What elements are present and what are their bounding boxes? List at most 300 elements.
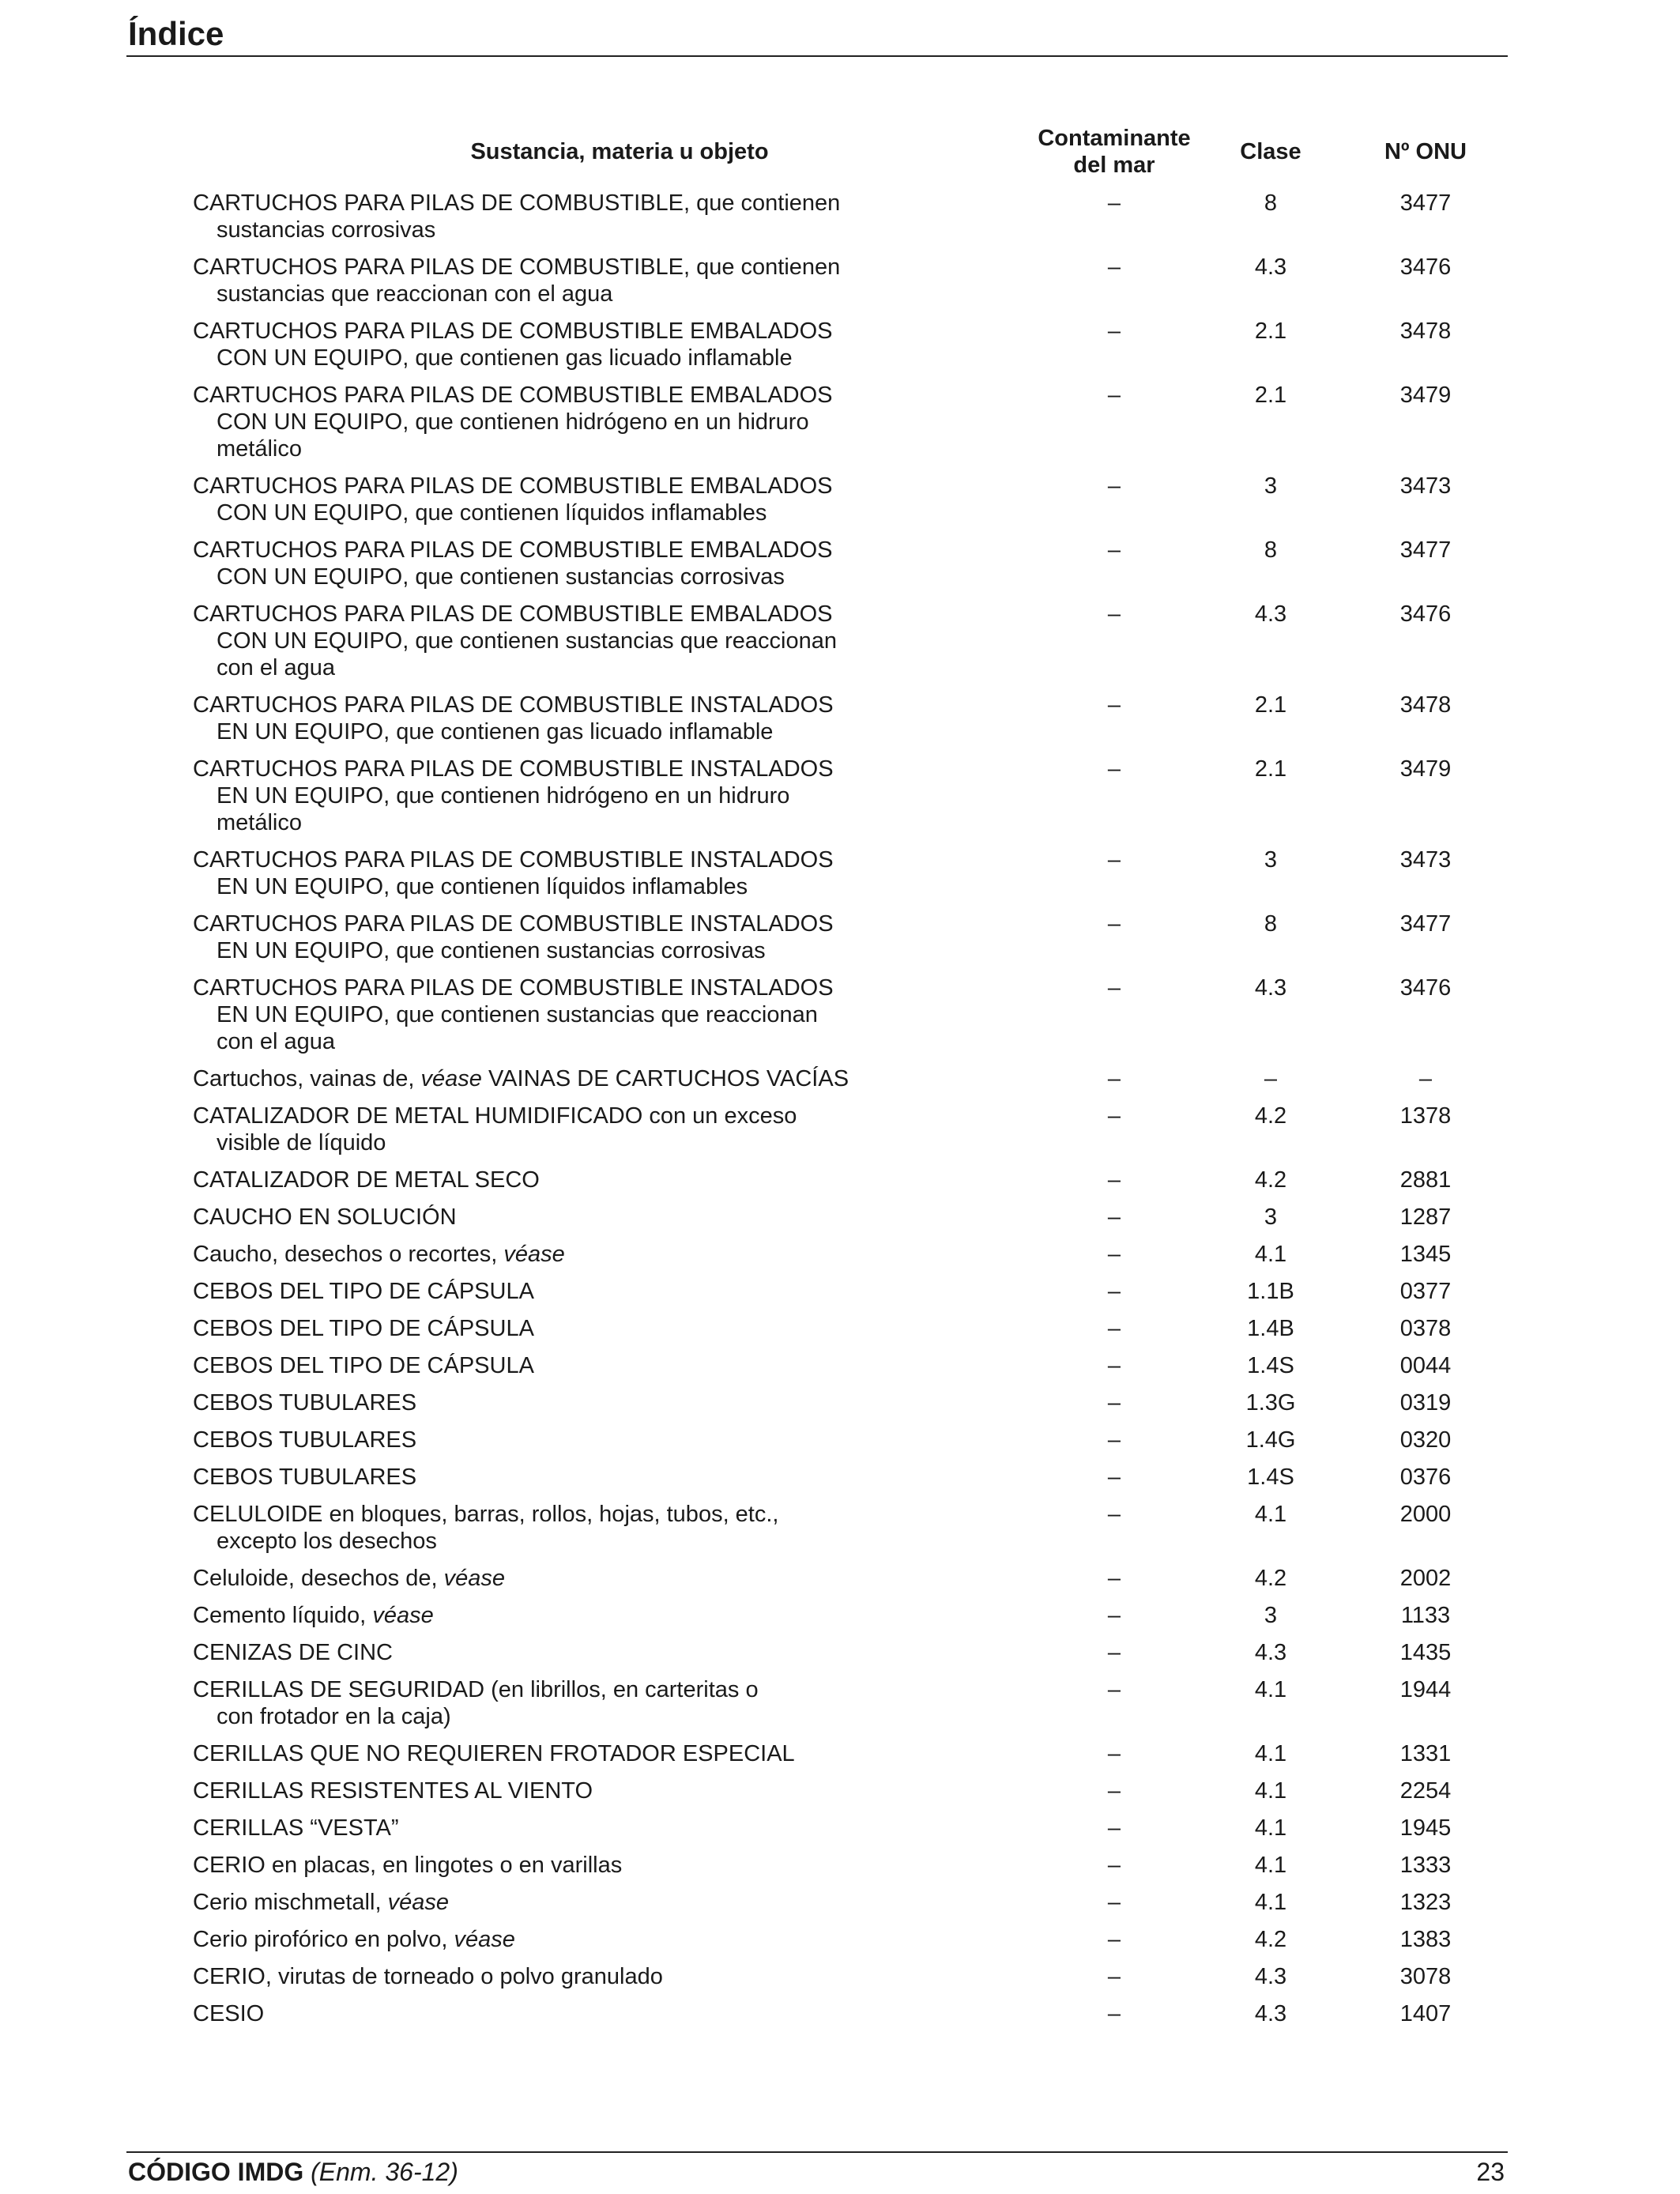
marine-pollutant-value: –	[1107, 1853, 1121, 1878]
un-number-value: 2254	[1399, 1778, 1452, 1804]
substance-line	[193, 1703, 888, 1730]
substance-text: CATALIZADOR DE METAL HUMIDIFICADO con un exceso	[193, 1103, 797, 1129]
class-value: 4.1	[1254, 1890, 1287, 1915]
substance-text: CERIO, virutas de torneado o polvo granulado	[193, 1964, 663, 1989]
table-row	[0, 1501, 1680, 1565]
substance-text: CON UN EQUIPO, que contienen sustancias corrosivas	[217, 564, 785, 590]
substance-line	[193, 1389, 888, 1416]
see-reference: véase	[420, 1066, 482, 1091]
marine-pollutant-value: –	[1107, 319, 1121, 344]
class-value: 4.2	[1254, 1167, 1287, 1193]
substance-name	[193, 318, 888, 371]
substance-text: EN UN EQUIPO, que contienen hidrógeno en un hidruro	[217, 783, 790, 809]
substance-name	[193, 692, 888, 745]
class-value: 4.2	[1254, 1927, 1287, 1952]
substance-name	[193, 254, 888, 307]
un-number-value: 0044	[1399, 1353, 1452, 1378]
substance-name	[193, 1777, 888, 1804]
substance-text: CARTUCHOS PARA PILAS DE COMBUSTIBLE EMBALADOS	[193, 319, 833, 344]
substance-text: CENIZAS DE CINC	[193, 1640, 393, 1665]
substance-line	[193, 654, 888, 681]
table-row	[0, 1565, 1680, 1602]
substance-name	[193, 1815, 888, 1842]
marine-pollutant-value: –	[1107, 601, 1121, 627]
substance-name	[193, 1926, 888, 1953]
substance-line	[193, 782, 888, 809]
substance-line	[193, 1427, 888, 1453]
column-header-class: Clase	[1240, 139, 1301, 164]
substance-text: EN UN EQUIPO, que contienen líquidos inflamables	[217, 874, 748, 899]
un-number-value: 1945	[1399, 1815, 1452, 1841]
substance-name	[193, 1889, 888, 1916]
substance-line	[193, 2000, 888, 2027]
table-row	[0, 1204, 1680, 1241]
substance-text: metálico	[217, 810, 302, 835]
table-row	[0, 1740, 1680, 1777]
see-reference: véase	[503, 1242, 565, 1267]
substance-text: CARTUCHOS PARA PILAS DE COMBUSTIBLE INSTALADOS	[193, 847, 834, 873]
table-row	[0, 974, 1680, 1065]
marine-pollutant-value: –	[1107, 1677, 1121, 1702]
table-row	[0, 2000, 1680, 2038]
un-number-value: 1133	[1400, 1603, 1451, 1628]
marine-pollutant-value: –	[1107, 1427, 1121, 1453]
table-row	[0, 1464, 1680, 1501]
substance-line	[193, 846, 888, 873]
substance-text: con frotador en la caja)	[217, 1704, 451, 1729]
substance-text: CARTUCHOS PARA PILAS DE COMBUSTIBLE EMBALADOS	[193, 383, 833, 408]
substance-text: excepto los desechos	[217, 1529, 437, 1554]
substance-text: CON UN EQUIPO, que contienen gas licuado inflamable	[217, 345, 793, 371]
substance-line	[193, 692, 888, 718]
substance-text: metálico	[217, 436, 302, 462]
column-header-un-number: Nº ONU	[1384, 139, 1467, 164]
marine-pollutant-value: –	[1107, 1242, 1121, 1267]
substance-text: CERILLAS RESISTENTES AL VIENTO	[193, 1778, 593, 1804]
marine-pollutant-value: –	[1107, 383, 1121, 408]
column-header-marine-line2: del mar	[1073, 153, 1155, 178]
substance-text: Cartuchos, vainas de,	[193, 1066, 421, 1091]
table-row	[0, 537, 1680, 601]
substance-text: CARTUCHOS PARA PILAS DE COMBUSTIBLE INSTALADOS	[193, 911, 834, 937]
substance-text: CEBOS TUBULARES	[193, 1390, 417, 1416]
marine-pollutant-value: –	[1107, 1465, 1121, 1490]
substance-text: Caucho, desechos o recortes,	[193, 1242, 504, 1267]
substance-line	[193, 1315, 888, 1342]
class-value: 1.4S	[1247, 1353, 1294, 1378]
substance-text: Cerio mischmetall,	[193, 1890, 388, 1915]
substance-line	[193, 1889, 888, 1916]
un-number-value: 3476	[1399, 254, 1452, 280]
class-value: 2.1	[1254, 756, 1287, 782]
substance-line	[193, 254, 888, 281]
substance-line	[193, 937, 888, 964]
class-value: –	[1264, 1066, 1278, 1091]
marine-pollutant-value: –	[1107, 911, 1121, 937]
marine-pollutant-value: –	[1107, 692, 1121, 718]
un-number-value: 0377	[1399, 1279, 1452, 1304]
substance-line	[193, 1103, 888, 1129]
class-value: 4.3	[1254, 2001, 1287, 2026]
substance-text: CERILLAS QUE NO REQUIEREN FROTADOR ESPECIAL	[193, 1741, 795, 1766]
marine-pollutant-value: –	[1107, 1566, 1121, 1591]
substance-text: visible de líquido	[217, 1130, 386, 1155]
substance-text: CESIO	[193, 2001, 265, 2026]
class-value: 3	[1264, 1204, 1278, 1230]
un-number-value: 3479	[1399, 756, 1452, 782]
substance-line	[193, 1740, 888, 1767]
un-number-value: 1378	[1399, 1103, 1452, 1129]
substance-line	[193, 1602, 888, 1629]
substance-line	[193, 1278, 888, 1305]
substance-text: CAUCHO EN SOLUCIÓN	[193, 1204, 457, 1230]
un-number-value: 1435	[1399, 1640, 1452, 1665]
substance-text: CEBOS DEL TIPO DE CÁPSULA	[193, 1279, 534, 1304]
un-number-value: 3477	[1399, 190, 1452, 216]
substance-line	[193, 217, 888, 243]
table-row	[0, 1241, 1680, 1278]
substance-text: con el agua	[217, 1029, 335, 1054]
substance-text: CERIO en placas, en lingotes o en varillas	[193, 1853, 623, 1878]
table-row	[0, 382, 1680, 473]
marine-pollutant-value: –	[1107, 1279, 1121, 1304]
class-value: 1.4G	[1245, 1427, 1296, 1453]
substance-name	[193, 601, 888, 681]
table-row	[0, 1427, 1680, 1464]
substance-line	[193, 873, 888, 900]
substance-name	[193, 1278, 888, 1305]
page-number: 23	[1476, 2158, 1505, 2186]
table-row	[0, 692, 1680, 756]
marine-pollutant-value: –	[1107, 847, 1121, 873]
un-number-value: 0320	[1399, 1427, 1452, 1453]
substance-line	[193, 601, 888, 628]
table-row	[0, 1963, 1680, 2000]
substance-line	[193, 1676, 888, 1703]
class-value: 2.1	[1254, 383, 1287, 408]
header-divider	[126, 55, 1508, 57]
substance-text: Cerio pirofórico en polvo,	[193, 1927, 454, 1952]
marine-pollutant-value: –	[1107, 190, 1121, 216]
substance-text: con el agua	[217, 655, 335, 680]
substance-name	[193, 1167, 888, 1193]
substance-text: EN UN EQUIPO, que contienen gas licuado inflamable	[217, 719, 774, 745]
class-value: 8	[1264, 190, 1278, 216]
substance-line	[193, 190, 888, 217]
marine-pollutant-value: –	[1107, 1603, 1121, 1628]
substance-line	[193, 1204, 888, 1231]
table-row	[0, 1889, 1680, 1926]
table-row	[0, 1167, 1680, 1204]
table-row	[0, 1315, 1680, 1352]
footer-code: CÓDIGO IMDG	[128, 2158, 304, 2186]
marine-pollutant-value: –	[1107, 1204, 1121, 1230]
substance-name	[193, 1852, 888, 1879]
see-reference: véase	[387, 1890, 449, 1915]
class-value: 1.4S	[1247, 1465, 1294, 1490]
see-reference: véase	[372, 1603, 434, 1628]
substance-name	[193, 1389, 888, 1416]
substance-name	[193, 1565, 888, 1592]
substance-line	[193, 1926, 888, 1953]
substance-name	[193, 1740, 888, 1767]
substance-name	[193, 1241, 888, 1268]
class-value: 4.1	[1254, 1741, 1287, 1766]
marine-pollutant-value: –	[1107, 1316, 1121, 1341]
class-value: 2.1	[1254, 319, 1287, 344]
substance-name	[193, 1676, 888, 1730]
marine-pollutant-value: –	[1107, 1741, 1121, 1766]
table-row	[0, 1676, 1680, 1740]
class-value: 4.3	[1254, 1964, 1287, 1989]
substance-text: CARTUCHOS PARA PILAS DE COMBUSTIBLE, que contienen	[193, 254, 841, 280]
class-value: 4.3	[1254, 254, 1287, 280]
table-row	[0, 1777, 1680, 1815]
substance-line	[193, 1639, 888, 1666]
substance-line	[193, 537, 888, 564]
class-value: 4.1	[1254, 1853, 1287, 1878]
table-row	[0, 910, 1680, 974]
substance-line	[193, 409, 888, 435]
table-row	[0, 1278, 1680, 1315]
substance-line	[193, 1129, 888, 1156]
substance-line	[193, 1065, 888, 1092]
un-number-value: 3478	[1399, 319, 1452, 344]
substance-name	[193, 1352, 888, 1379]
substance-text: CARTUCHOS PARA PILAS DE COMBUSTIBLE INSTALADOS	[193, 975, 834, 1001]
marine-pollutant-value: –	[1107, 1927, 1121, 1952]
marine-pollutant-value: –	[1107, 1103, 1121, 1129]
class-value: 1.4B	[1247, 1316, 1294, 1341]
class-value: 1.3G	[1245, 1390, 1296, 1416]
substance-text: sustancias que reaccionan con el agua	[217, 281, 613, 307]
un-number-value: 1323	[1399, 1890, 1452, 1915]
substance-line	[193, 809, 888, 836]
marine-pollutant-value: –	[1107, 1890, 1121, 1915]
table-row	[0, 1352, 1680, 1389]
page-title: Índice	[128, 15, 224, 52]
class-value: 4.1	[1254, 1502, 1287, 1527]
marine-pollutant-value: –	[1107, 975, 1121, 1001]
substance-text: CARTUCHOS PARA PILAS DE COMBUSTIBLE, que contienen	[193, 190, 841, 216]
class-value: 4.1	[1254, 1242, 1287, 1267]
un-number-value: 1383	[1399, 1927, 1452, 1952]
substance-name	[193, 1963, 888, 1990]
table-row	[0, 846, 1680, 910]
substance-name	[193, 1427, 888, 1453]
class-value: 4.2	[1254, 1103, 1287, 1129]
substance-name	[193, 846, 888, 900]
substance-line	[193, 1001, 888, 1028]
substance-line	[193, 756, 888, 782]
substance-name	[193, 1103, 888, 1156]
substance-text: CATALIZADOR DE METAL SECO	[193, 1167, 540, 1193]
marine-pollutant-value: –	[1107, 1353, 1121, 1378]
table-row	[0, 1639, 1680, 1676]
substance-line	[193, 382, 888, 409]
un-number-value: 3478	[1399, 692, 1452, 718]
substance-text: CEBOS DEL TIPO DE CÁPSULA	[193, 1353, 534, 1378]
marine-pollutant-value: –	[1107, 1640, 1121, 1665]
un-number-value: 3473	[1399, 473, 1452, 499]
class-value: 4.1	[1254, 1815, 1287, 1841]
substance-text: CARTUCHOS PARA PILAS DE COMBUSTIBLE EMBALADOS	[193, 537, 833, 563]
table-row	[0, 473, 1680, 537]
substance-line	[193, 318, 888, 345]
un-number-value: 3479	[1399, 383, 1452, 408]
table-row	[0, 1602, 1680, 1639]
footer-publication	[128, 2156, 458, 2188]
substance-text: CERILLAS DE SEGURIDAD (en librillos, en carteritas o	[193, 1677, 759, 1702]
substance-text: CON UN EQUIPO, que contienen hidrógeno en un hidruro	[217, 409, 809, 435]
substance-line	[193, 1241, 888, 1268]
substance-line	[193, 974, 888, 1001]
class-value: 3	[1264, 473, 1278, 499]
substance-name	[193, 473, 888, 526]
marine-pollutant-value: –	[1107, 756, 1121, 782]
marine-pollutant-value: –	[1107, 473, 1121, 499]
un-number-value: 2881	[1399, 1167, 1452, 1193]
column-header-substance: Sustancia, materia u objeto	[470, 139, 769, 164]
class-value: 4.1	[1254, 1677, 1287, 1702]
class-value: 3	[1264, 1603, 1278, 1628]
substance-line	[193, 1963, 888, 1990]
class-value: 2.1	[1254, 692, 1287, 718]
un-number-value: –	[1418, 1066, 1433, 1091]
substance-text: CARTUCHOS PARA PILAS DE COMBUSTIBLE INSTALADOS	[193, 756, 834, 782]
table-row	[0, 1389, 1680, 1427]
un-number-value: 2000	[1399, 1502, 1452, 1527]
substance-text: CEBOS TUBULARES	[193, 1465, 417, 1490]
substance-line	[193, 473, 888, 499]
substance-text: CERILLAS “VESTA”	[193, 1815, 399, 1841]
substance-line	[193, 435, 888, 462]
substance-text: sustancias corrosivas	[217, 217, 436, 243]
footer-divider	[126, 2151, 1508, 2153]
substance-text: CEBOS DEL TIPO DE CÁPSULA	[193, 1316, 534, 1341]
un-number-value: 0319	[1399, 1390, 1452, 1416]
class-value: 4.3	[1254, 601, 1287, 627]
substance-line	[193, 345, 888, 371]
substance-line	[193, 564, 888, 590]
table-row	[0, 1815, 1680, 1852]
substance-line	[193, 499, 888, 526]
class-value: 4.2	[1254, 1566, 1287, 1591]
substance-name	[193, 2000, 888, 2027]
table-row	[0, 601, 1680, 692]
substance-line	[193, 1167, 888, 1193]
marine-pollutant-value: –	[1107, 1167, 1121, 1193]
substance-line	[193, 1528, 888, 1555]
index-table-body	[0, 190, 1680, 2038]
substance-text: EN UN EQUIPO, que contienen sustancias corrosivas	[217, 938, 766, 963]
substance-line	[193, 1777, 888, 1804]
substance-text: Celuloide, desechos de,	[193, 1566, 444, 1591]
class-value: 4.3	[1254, 1640, 1287, 1665]
substance-name	[193, 756, 888, 836]
class-value: 1.1B	[1247, 1279, 1294, 1304]
see-target: VAINAS DE CARTUCHOS VACÍAS	[481, 1066, 849, 1091]
see-reference: véase	[454, 1927, 515, 1952]
un-number-value: 0376	[1399, 1465, 1452, 1490]
substance-text: CARTUCHOS PARA PILAS DE COMBUSTIBLE EMBALADOS	[193, 601, 833, 627]
substance-line	[193, 718, 888, 745]
class-value: 8	[1264, 911, 1278, 937]
class-value: 3	[1264, 847, 1278, 873]
substance-name	[193, 1315, 888, 1342]
un-number-value: 1287	[1399, 1204, 1452, 1230]
marine-pollutant-value: –	[1107, 1502, 1121, 1527]
substance-name	[193, 1639, 888, 1666]
substance-line	[193, 1464, 888, 1491]
substance-line	[193, 1352, 888, 1379]
substance-text: EN UN EQUIPO, que contienen sustancias que reaccionan	[217, 1002, 818, 1027]
substance-line	[193, 281, 888, 307]
substance-line	[193, 910, 888, 937]
footer-edition: (Enm. 36-12)	[311, 2158, 458, 2186]
substance-name	[193, 190, 888, 243]
un-number-value: 1944	[1399, 1677, 1452, 1702]
un-number-value: 2002	[1399, 1566, 1452, 1591]
marine-pollutant-value: –	[1107, 254, 1121, 280]
marine-pollutant-value: –	[1107, 1815, 1121, 1841]
class-value: 8	[1264, 537, 1278, 563]
marine-pollutant-value: –	[1107, 2001, 1121, 2026]
substance-text: CARTUCHOS PARA PILAS DE COMBUSTIBLE EMBALADOS	[193, 473, 833, 499]
marine-pollutant-value: –	[1107, 1778, 1121, 1804]
un-number-value: 1407	[1399, 2001, 1452, 2026]
substance-line	[193, 1565, 888, 1592]
table-row	[0, 190, 1680, 254]
substance-name	[193, 910, 888, 964]
un-number-value: 3473	[1399, 847, 1452, 873]
marine-pollutant-value: –	[1107, 537, 1121, 563]
substance-name	[193, 1501, 888, 1555]
marine-pollutant-value: –	[1107, 1964, 1121, 1989]
substance-line	[193, 1815, 888, 1842]
substance-text: CARTUCHOS PARA PILAS DE COMBUSTIBLE INSTALADOS	[193, 692, 834, 718]
table-row	[0, 318, 1680, 382]
un-number-value: 3477	[1399, 537, 1452, 563]
substance-text: Cemento líquido,	[193, 1603, 373, 1628]
substance-name	[193, 1204, 888, 1231]
column-header-marine-pollutant	[1035, 123, 1193, 180]
substance-text: CELULOIDE en bloques, barras, rollos, hojas, tubos, etc.,	[193, 1502, 779, 1527]
substance-name	[193, 974, 888, 1055]
un-number-value: 3476	[1399, 601, 1452, 627]
class-value: 4.1	[1254, 1778, 1287, 1804]
table-row	[0, 1065, 1680, 1103]
un-number-value: 1331	[1399, 1741, 1452, 1766]
substance-line	[193, 1028, 888, 1055]
substance-text: CON UN EQUIPO, que contienen líquidos inflamables	[217, 500, 767, 526]
substance-text: CON UN EQUIPO, que contienen sustancias que reaccionan	[217, 628, 838, 654]
un-number-value: 3078	[1399, 1964, 1452, 1989]
substance-name	[193, 537, 888, 590]
substance-name	[193, 1602, 888, 1629]
un-number-value: 3476	[1399, 975, 1452, 1001]
un-number-value: 1333	[1399, 1853, 1452, 1878]
table-row	[0, 254, 1680, 318]
see-reference: véase	[443, 1566, 505, 1591]
substance-line	[193, 628, 888, 654]
marine-pollutant-value: –	[1107, 1390, 1121, 1416]
substance-name	[193, 1065, 888, 1092]
marine-pollutant-value: –	[1107, 1066, 1121, 1091]
substance-line	[193, 1501, 888, 1528]
substance-name	[193, 382, 888, 462]
column-header-marine-line1: Contaminante	[1038, 126, 1191, 151]
